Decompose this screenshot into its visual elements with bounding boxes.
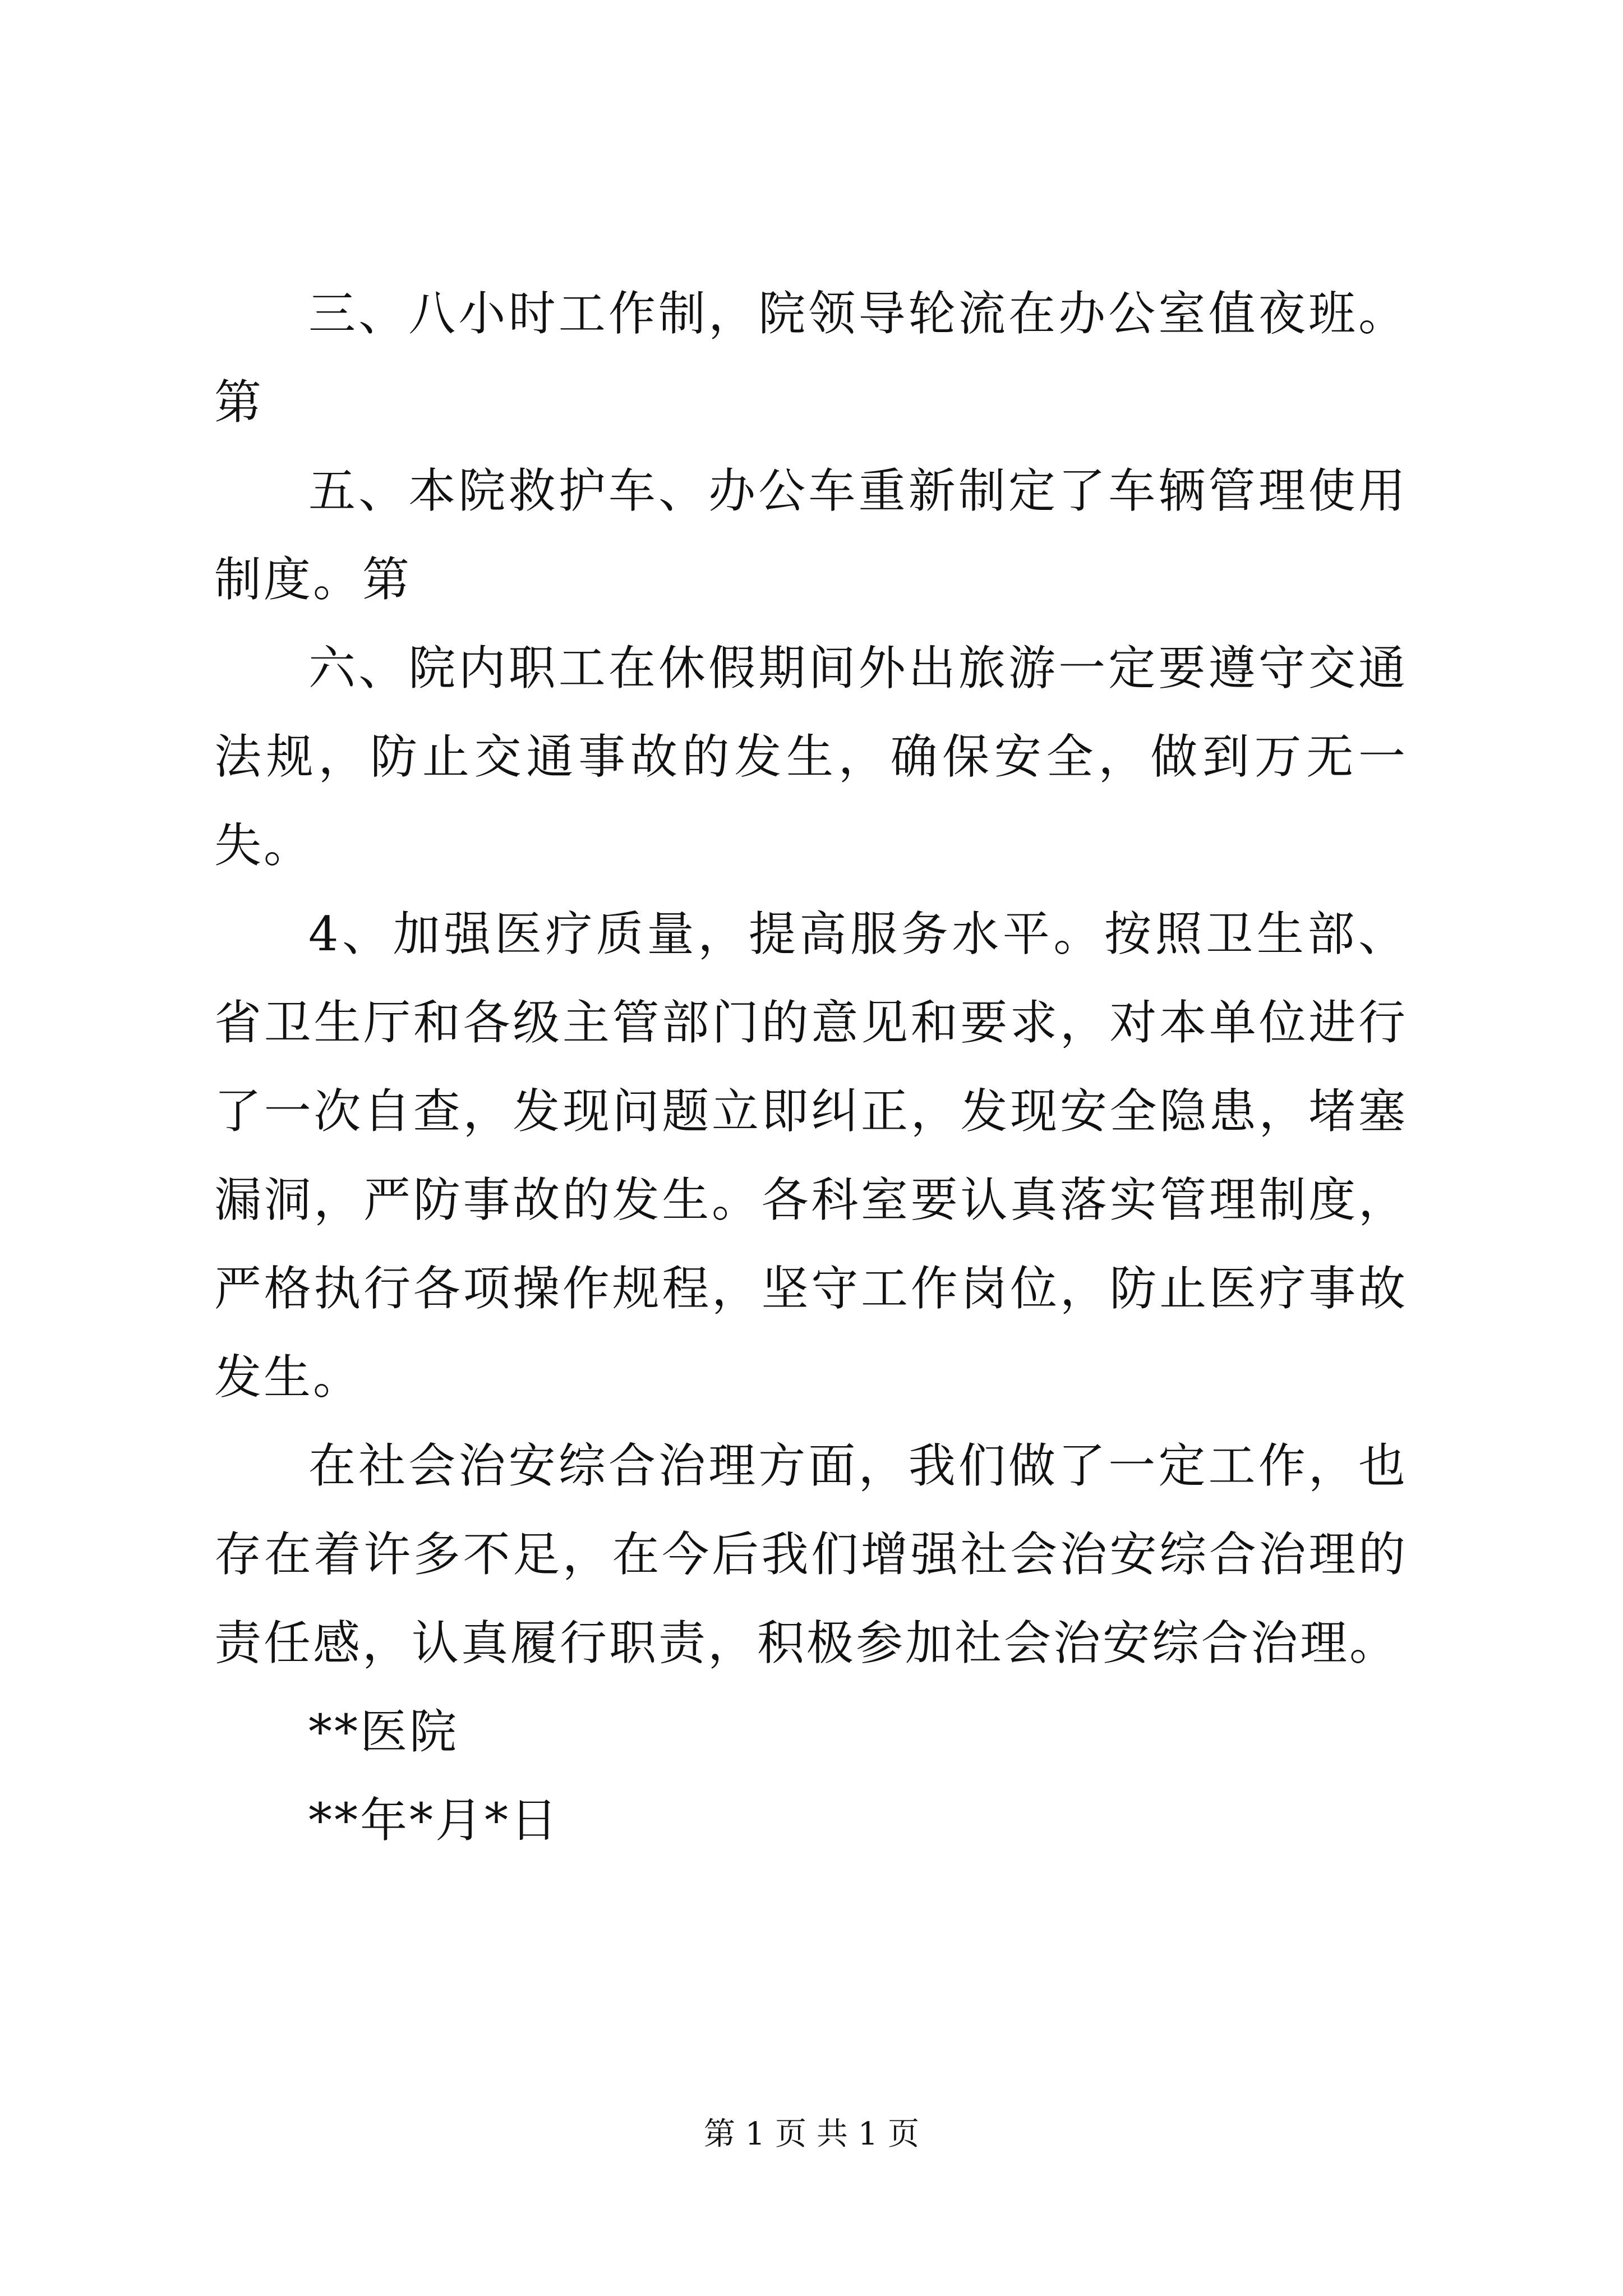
signature-organization: **医院	[308, 1704, 459, 1759]
paragraph-item-6: 六、院内职工在休假期间外出旅游一定要遵守交通法规，防止交通事故的发生，确保安全，做到万无一失。	[214, 641, 1408, 873]
signature-date: **年*月*日	[308, 1793, 560, 1848]
paragraph-item-4: 4、加强医疗质量，提高服务水平。按照卫生部、省卫生厅和各级主管部门的意见和要求，对本单位进行了一次自查，发现问题立即纠正，发现安全隐患，堵塞漏洞，严防事故的发生。各科室要认真落实管理制度，严格执行各项操作规程，坚守工作岗位，防止医疗事故发生。	[214, 907, 1408, 1405]
paragraph-summary: 在社会治安综合治理方面，我们做了一定工作，也存在着许多不足，在今后我们增强社会治安综合治理的责任感，认真履行职责，积极参加社会治安综合治理。	[214, 1438, 1408, 1671]
paragraph-item-3: 三、八小时工作制，院领导轮流在办公室值夜班。第	[214, 286, 1408, 430]
document-body	[214, 269, 1408, 1865]
page-number-footer: 第 1 页 共 1 页	[703, 2116, 920, 2152]
paragraph-item-5: 五、本院救护车、办公车重新制定了车辆管理使用制度。第	[214, 463, 1408, 607]
